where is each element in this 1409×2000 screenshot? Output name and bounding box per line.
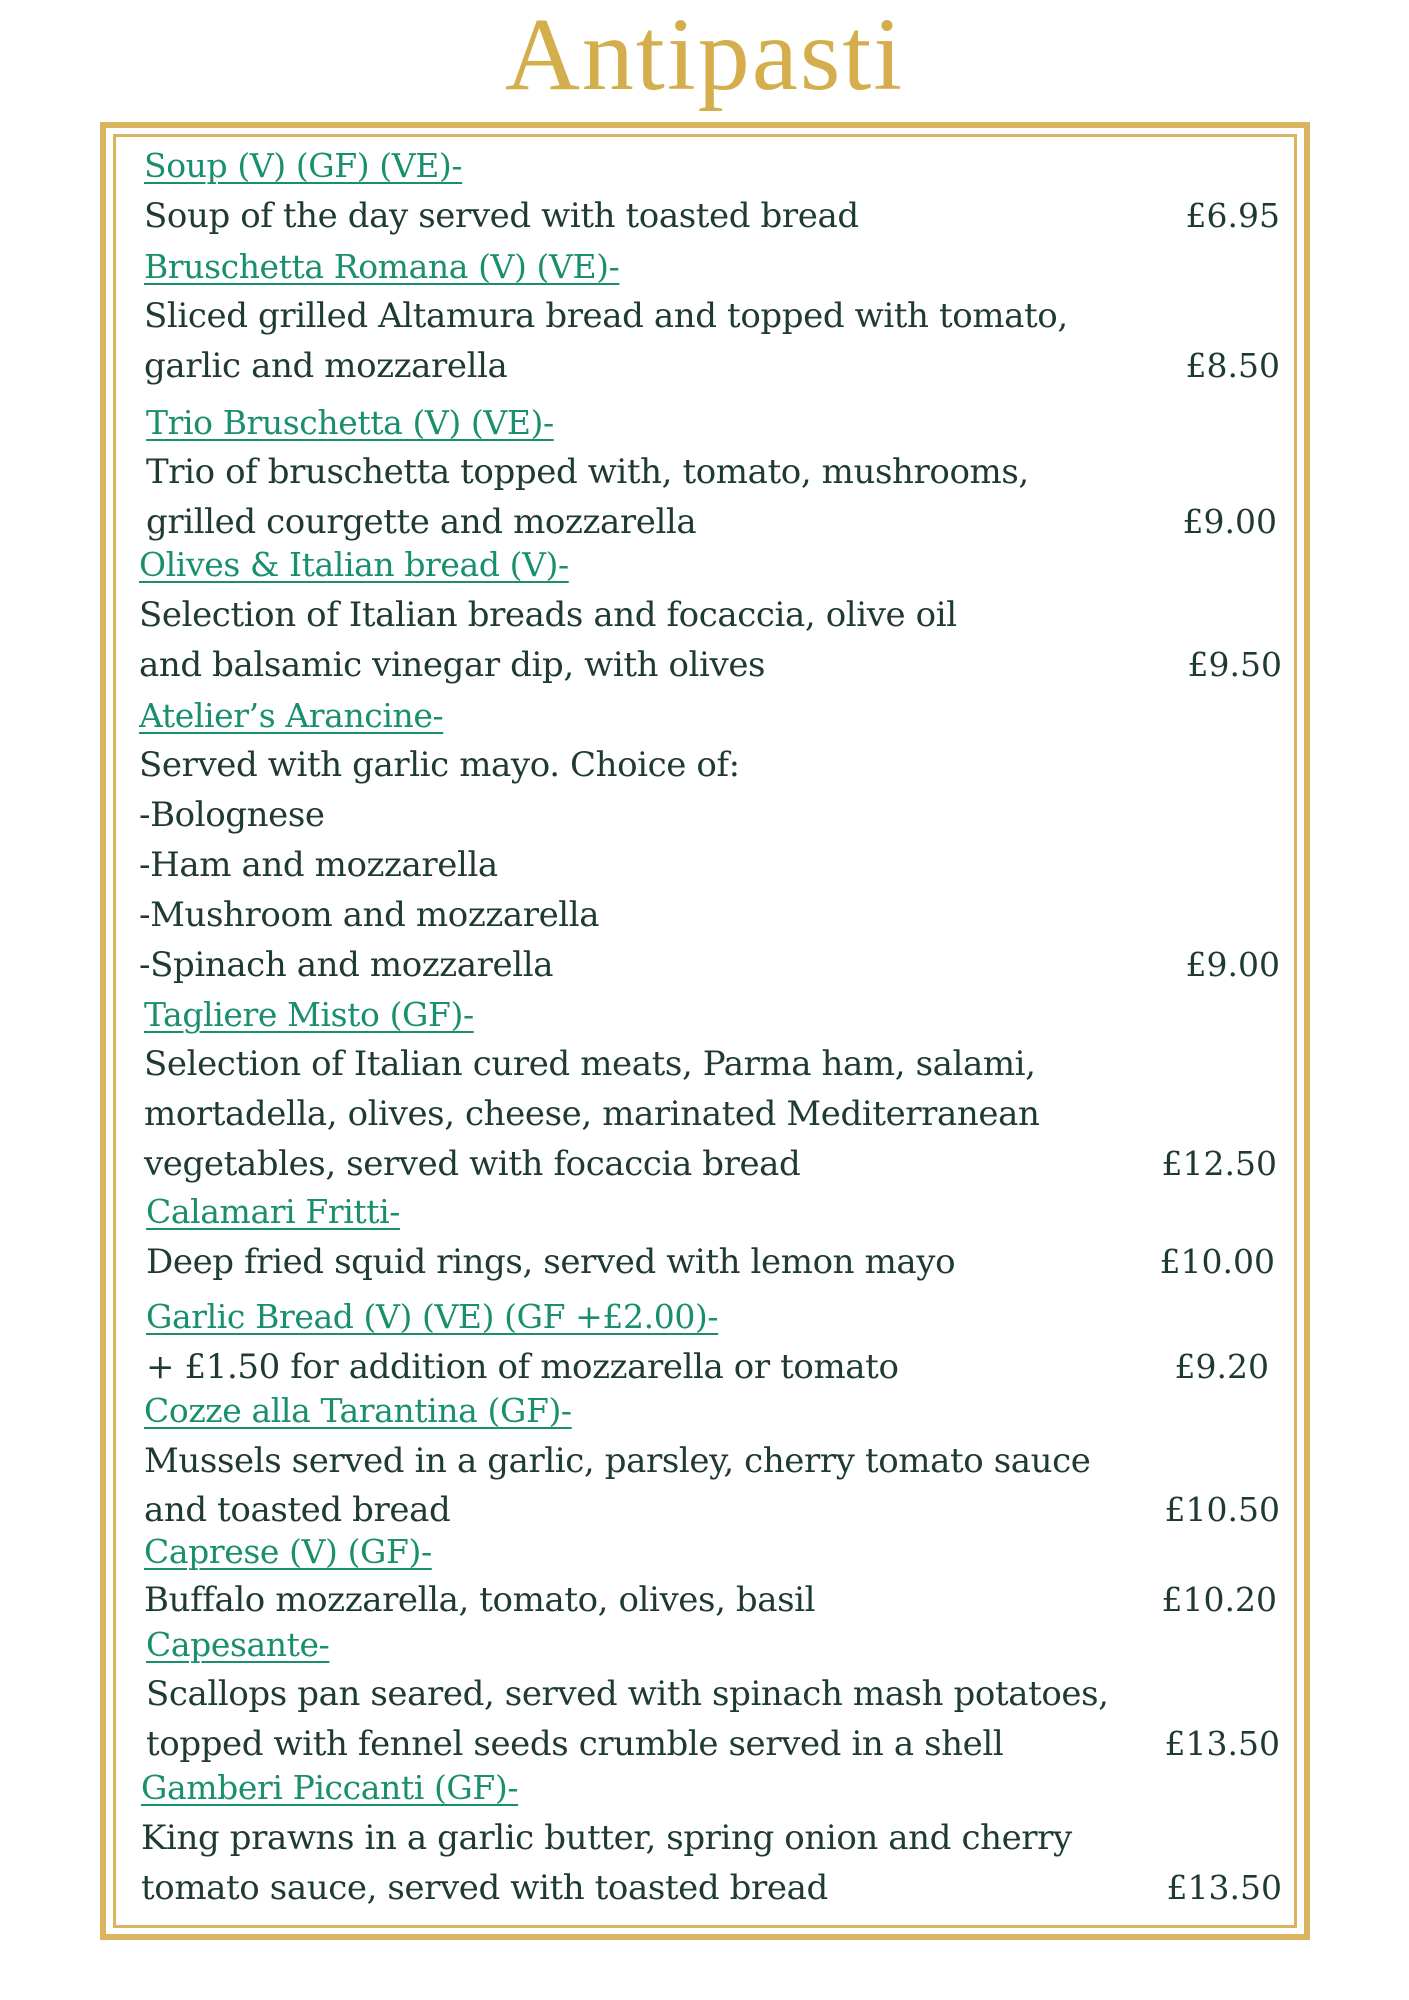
item-description: Buffalo mozzarella, tomato, olives, basil: [144, 1580, 816, 1620]
item-price: £8.50: [1185, 346, 1280, 385]
item-description: grilled courgette and mozzarella: [146, 502, 697, 542]
item-description: -Mushroom and mozzarella: [139, 895, 600, 935]
item-name: Bruschetta Romana (V) (VE)-: [144, 247, 620, 286]
item-description: Trio of bruschetta topped with, tomato, mushrooms,: [146, 452, 1029, 492]
item-description: and toasted bread: [144, 1490, 451, 1530]
item-name: Soup (V) (GF) (VE)-: [144, 146, 463, 185]
item-description: topped with fennel seeds crumble served in a shell: [146, 1724, 1004, 1764]
item-description: Sliced grilled Altamura bread and topped with tomato,: [144, 296, 1068, 336]
page-title: Antipasti: [504, 0, 905, 112]
item-price: £13.50: [1164, 1724, 1280, 1763]
item-description: tomato sauce, served with toasted bread: [141, 1868, 828, 1908]
item-description: Served with garlic mayo. Choice of:: [139, 745, 740, 785]
item-description: and balsamic vinegar dip, with olives: [139, 645, 766, 685]
item-name: Cozze alla Tarantina (GF)-: [144, 1391, 572, 1430]
item-description: + £1.50 for addition of mozzarella or tomato: [146, 1347, 899, 1387]
item-description: -Spinach and mozzarella: [139, 945, 554, 985]
item-description: Deep fried squid rings, served with lemon mayo: [146, 1242, 956, 1282]
item-price: £13.50: [1166, 1868, 1282, 1907]
item-description: -Bolognese: [139, 795, 325, 835]
item-description: vegetables, served with focaccia bread: [144, 1144, 801, 1184]
item-name: Atelier’s Arancine-: [139, 696, 444, 735]
item-price: £9.00: [1182, 502, 1277, 541]
item-name: Caprese (V) (GF)-: [144, 1532, 432, 1571]
item-name: Gamberi Piccanti (GF)-: [141, 1768, 519, 1807]
item-description: King prawns in a garlic butter, spring onion and cherry: [141, 1818, 1072, 1858]
item-description: Mussels served in a garlic, parsley, cherry tomato sauce: [144, 1441, 1091, 1481]
item-description: Selection of Italian cured meats, Parma ham, salami,: [144, 1044, 1036, 1084]
item-description: mortadella, olives, cheese, marinated Mediterranean: [144, 1094, 1040, 1134]
item-description: Scallops pan seared, served with spinach mash potatoes,: [146, 1674, 1109, 1714]
item-price: £12.50: [1161, 1144, 1277, 1183]
item-description: Selection of Italian breads and focaccia, olive oil: [139, 595, 957, 635]
item-price: £10.50: [1164, 1490, 1280, 1529]
item-price: £10.20: [1161, 1580, 1277, 1619]
item-description: garlic and mozzarella: [144, 346, 508, 386]
item-price: £9.50: [1187, 645, 1282, 684]
item-description: -Ham and mozzarella: [139, 845, 498, 885]
item-name: Tagliere Misto (GF)-: [144, 995, 474, 1034]
item-name: Calamari Fritti-: [146, 1192, 400, 1231]
item-price: £9.00: [1185, 945, 1280, 984]
item-description: Soup of the day served with toasted bread: [144, 196, 859, 236]
item-price: £6.95: [1185, 196, 1280, 235]
item-price: £10.00: [1159, 1242, 1275, 1281]
item-name: Garlic Bread (V) (VE) (GF +£2.00)-: [146, 1297, 719, 1336]
item-name: Trio Bruschetta (V) (VE)-: [146, 403, 554, 442]
item-name: Olives & Italian bread (V)-: [139, 545, 569, 584]
item-name: Capesante-: [146, 1625, 330, 1664]
item-price: £9.20: [1174, 1347, 1269, 1386]
